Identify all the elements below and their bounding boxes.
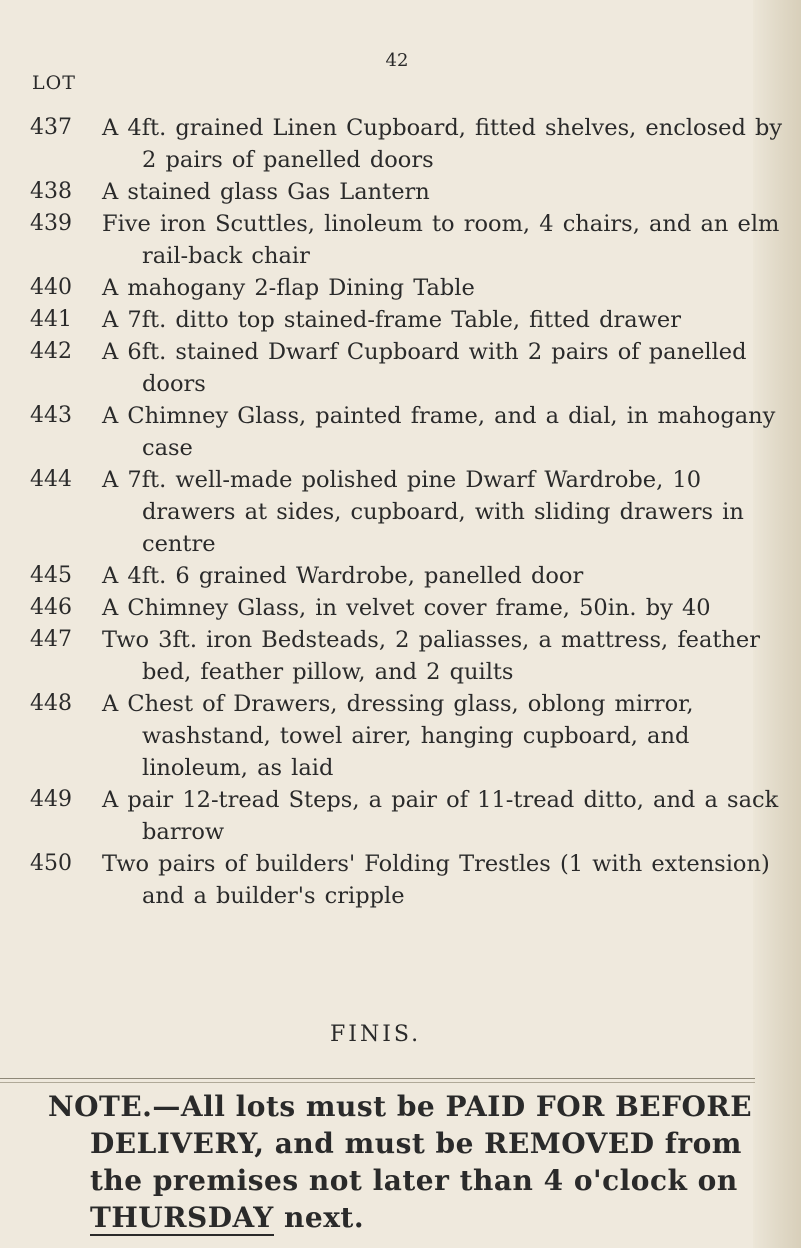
- payment-note: [48, 1088, 768, 1236]
- lot-item: [0, 688, 801, 784]
- note-line-2: [48, 1125, 768, 1162]
- lot-description: Two 3ft. iron Bedsteads, 2 paliasses, a mattress, feather bed, feather pillow, and 2 quilts: [102, 627, 760, 685]
- lot-description: A 4ft. 6 grained Wardrobe, panelled door: [102, 563, 584, 589]
- lot-description: A pair 12-tread Steps, a pair of 11-tread ditto, and a sack barrow: [102, 787, 779, 845]
- lot-description: A Chest of Drawers, dressing glass, oblong mirror, washstand, towel airer, hanging cupboard, and linoleum, as laid: [102, 691, 694, 781]
- lot-item: [0, 336, 801, 400]
- lot-number: 447: [30, 627, 72, 652]
- lot-description: Two pairs of builders' Folding Trestles (1 with extension) and a builder's cripple: [102, 851, 770, 909]
- lot-column-header: LOT: [32, 72, 76, 94]
- lot-number: 449: [30, 787, 72, 812]
- note-delivery: DELIVERY,: [90, 1127, 265, 1160]
- note-next: next.: [273, 1201, 365, 1234]
- lot-item: [0, 592, 801, 624]
- lot-item: [0, 208, 801, 272]
- note-connector: and must be: [264, 1127, 485, 1160]
- page-number: 42: [385, 50, 409, 71]
- lot-number: 444: [30, 467, 72, 492]
- lot-item: [0, 272, 801, 304]
- lot-number: 439: [30, 211, 72, 236]
- lot-number: 440: [30, 275, 72, 300]
- note-line-1: NOTE.—All lots must be PAID FOR BEFORE: [48, 1090, 753, 1123]
- lot-item: [0, 464, 801, 560]
- lot-description: A Chimney Glass, painted frame, and a dial, in mahogany case: [102, 403, 776, 461]
- lot-item: [0, 848, 801, 912]
- lot-description: A Chimney Glass, in velvet cover frame, 50in. by 40: [102, 595, 711, 621]
- lot-number: 441: [30, 307, 72, 332]
- lot-description: A stained glass Gas Lantern: [102, 179, 430, 205]
- note-from: from: [654, 1127, 742, 1160]
- lot-description: Five iron Scuttles, linoleum to room, 4 chairs, and an elm rail-back chair: [102, 211, 780, 269]
- lot-item: [0, 784, 801, 848]
- lot-item: [0, 624, 801, 688]
- divider-rule: [0, 1078, 755, 1079]
- note-removed: REMOVED: [484, 1127, 655, 1160]
- lot-description: A 4ft. grained Linen Cupboard, fitted shelves, enclosed by 2 pairs of panelled doors: [102, 115, 783, 173]
- lot-list: [0, 112, 801, 912]
- lot-description: A 6ft. stained Dwarf Cupboard with 2 pairs of panelled doors: [102, 339, 747, 397]
- lot-description: A 7ft. ditto top stained-frame Table, fitted drawer: [102, 307, 681, 333]
- lot-number: 437: [30, 115, 72, 140]
- finis-mark: FINIS.: [330, 1022, 422, 1047]
- note-line-3: the premises not later than 4 o'clock on: [90, 1164, 738, 1197]
- lot-number: 445: [30, 563, 72, 588]
- lot-number: 442: [30, 339, 72, 364]
- lot-number: 448: [30, 691, 72, 716]
- note-line-4: [48, 1199, 768, 1236]
- divider-rule-secondary: [0, 1082, 755, 1083]
- lot-item: [0, 112, 801, 176]
- lot-number: 446: [30, 595, 72, 620]
- note-thursday: THURSDAY: [90, 1201, 274, 1234]
- lot-item: [0, 304, 801, 336]
- lot-description: A 7ft. well-made polished pine Dwarf Wardrobe, 10 drawers at sides, cupboard, with sliding drawers in centre: [102, 467, 744, 557]
- lot-item: [0, 560, 801, 592]
- lot-item: [0, 400, 801, 464]
- lot-item: [0, 176, 801, 208]
- lot-number: 443: [30, 403, 72, 428]
- lot-number: 438: [30, 179, 72, 204]
- lot-number: 450: [30, 851, 72, 876]
- lot-description: A mahogany 2-flap Dining Table: [102, 275, 475, 301]
